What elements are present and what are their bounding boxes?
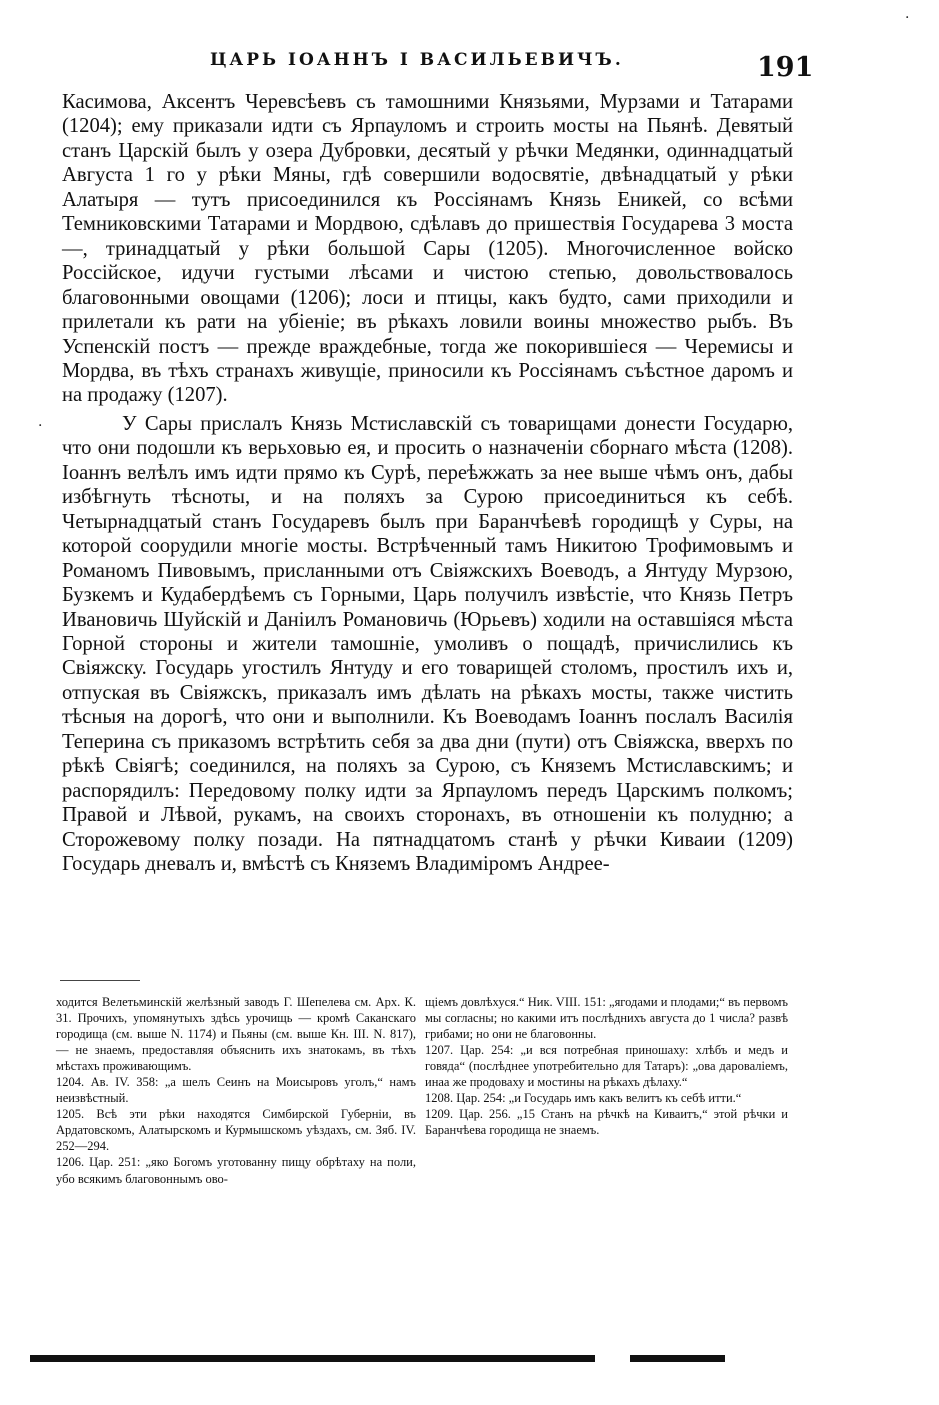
footnote: 1208. Цар. 254: „и Государь имъ какъ велитъ къ себѣ итти.“	[425, 1091, 742, 1106]
paragraph: У Сары прислалъ Князь Мстиславскій съ товарищами донести Государю, что они подошли къ верьховью ея, и просить о назначеніи сборнаго мѣста (1208). Іоаннъ велѣлъ имъ идти прямо къ Сурѣ, переѣжжать за нее выше чѣмъ онъ, дабы избѣгнуть тѣсноты, и на поляхъ за Сурою присоединиться къ себѣ. Четырнадцатый станъ Государевъ былъ при Баранчѣевѣ городищѣ у Суры, на которой соорудили многіе мосты. Встрѣченный тамъ Никитою Трофимовымъ и Романомъ Пивовымъ, присланными отъ Свіяжскихъ Воеводъ, а Янтуду Мурзою, Бузкемъ и Кудабердѣемъ съ Горными, Царь получилъ извѣстіе, что Князь Петръ Ивановичь Шуйскій и Даніилъ Романовичь (Юрьевъ) ходили на оставшіяся мѣста Горной стороны и жители тамошніе, умоливъ о пощадѣ, причислились къ Свіяжску. Государь угостилъ Янтуду и его товарищей столомъ, простилъ ихъ и, отпуская въ Свіяжскъ, приказалъ имъ дѣлать на рѣкахъ мосты, также чистить тѣсныя на дорогѣ, что они и выполнили. Къ Воеводамъ Іоаннъ послалъ Василія Теперина съ приказомъ встрѣтить себя за два дни (пути) отъ Свіяжска, вверхъ по рѣкѣ Свіягѣ; соединился, на поляхъ за Сурою, съ Княземъ Мстиславскимъ; и распорядилъ: Передовому полку идти за Ярпауломъ передъ Царскимъ полкомъ; Правой и Лѣвой, рукамъ, на своихъ сторонахъ, въ отношеніи къ полудню; а Сторожевому полку позади. На пятнадцатомъ станѣ у рѣчки Киваии (1209) Государь дневалъ и, вмѣстѣ съ Княземъ Владиміромъ Андрее-	[62, 412, 793, 876]
footnote: ходится Велетьминскій желѣзный заводъ Г. Шепелева см. Арх. К. 31. Прочихъ, упомянутыхъ здѣсь урочищь — кромѣ Саканскаго городища (см. выше N. 1174) и Пьяны (см. выше Кн. III. N. 817), — не знаемъ, предоставляя объяснить ихъ знатокамъ, въ тѣхъ мѣстахъ проживающимъ.	[56, 995, 416, 1074]
paragraph: Касимова, Аксентъ Черевсѣевъ съ тамошними Князьями, Мурзами и Татарами (1204); ему приказали идти съ Ярпауломъ и строить мосты на Пьянѣ. Девятый станъ Царскій былъ у озера Дубровки, десятый у рѣчки Медянки, одиннадцатый Августа 1 го у рѣки Мяны, гдѣ совершили водосвятіе, двѣнадцатый у рѣки Алатыря — тутъ присоединился къ Россіянамъ Князь Еникей, со всѣми Темниковскими Татарами и Мордвою, сдѣлавъ до пришествія Государева 3 моста —, тринадцатый у рѣки большой Сары (1205). Многочисленное войско Россійское, идучи густыми лѣсами и чистою степью, довольствовалось благовонными овощами (1206); лоси и птицы, какъ будто, сами приходили и прилетали къ рати на убіеніе; въ рѣкахъ ловили воины множество рыбъ. Въ Успенскій постъ — прежде враждебные, тогда же покорившіеся — Черемисы и Мордва, въ тѣхъ странахъ живущіе, приносили къ Россіянамъ съѣстное даромъ и на продажу (1207).	[62, 91, 793, 407]
main-text	[62, 90, 793, 877]
footnotes-right-column	[425, 994, 788, 1138]
footnote: щіемъ довлѣхуся.“ Ник. VIII. 151: „ягодами и плодами;“ въ первомъ мы согласны; но какими итъ послѣднихъ августа до 1 числа? развѣ грибами; но они не благовонны.	[425, 995, 788, 1042]
footnote: 1207. Цар. 254: „и вся потребная приношаху: хлѣбъ и медъ и говяда“ (послѣднее употребительно для Татаръ): „ова дароваліемъ, инаа же продоваху и мостины на рѣкахъ дѣлаху.“	[425, 1043, 788, 1090]
footnote: 1205. Всѣ эти рѣки находятся Симбирской Губерніи, въ Ардатовскомъ, Алатырскомъ и Курмышскомъ уѣздахъ, см. Зяб. IV. 252—294.	[56, 1107, 416, 1154]
footnote-rule	[60, 980, 140, 981]
scan-speck: ·	[905, 10, 910, 26]
footnote: 1204. Ав. IV. 358: „а шелъ Сеинъ на Моисыровъ уголъ,“ намъ неизвѣстный.	[56, 1075, 416, 1106]
footnote: 1209. Цар. 256. „15 Станъ на рѣчкѣ на Киваитъ,“ этой рѣчки и Баранчѣева городища не знаемъ.	[425, 1107, 788, 1138]
running-head: ЦАРЬ ІОАННЪ І ВАСИЛЬЕВИЧЪ.	[210, 50, 624, 70]
page-number: 191	[757, 52, 814, 83]
footnote: 1206. Цар. 251: „яко Богомъ уготованну пищу обрѣтаху на поли, убо всякимъ благовоннымъ ово-	[56, 1155, 416, 1186]
scan-edge-bar	[30, 1355, 595, 1362]
footnotes-left-column	[56, 994, 416, 1187]
scan-speck: ·	[38, 418, 43, 434]
scan-edge-bar	[630, 1355, 725, 1362]
